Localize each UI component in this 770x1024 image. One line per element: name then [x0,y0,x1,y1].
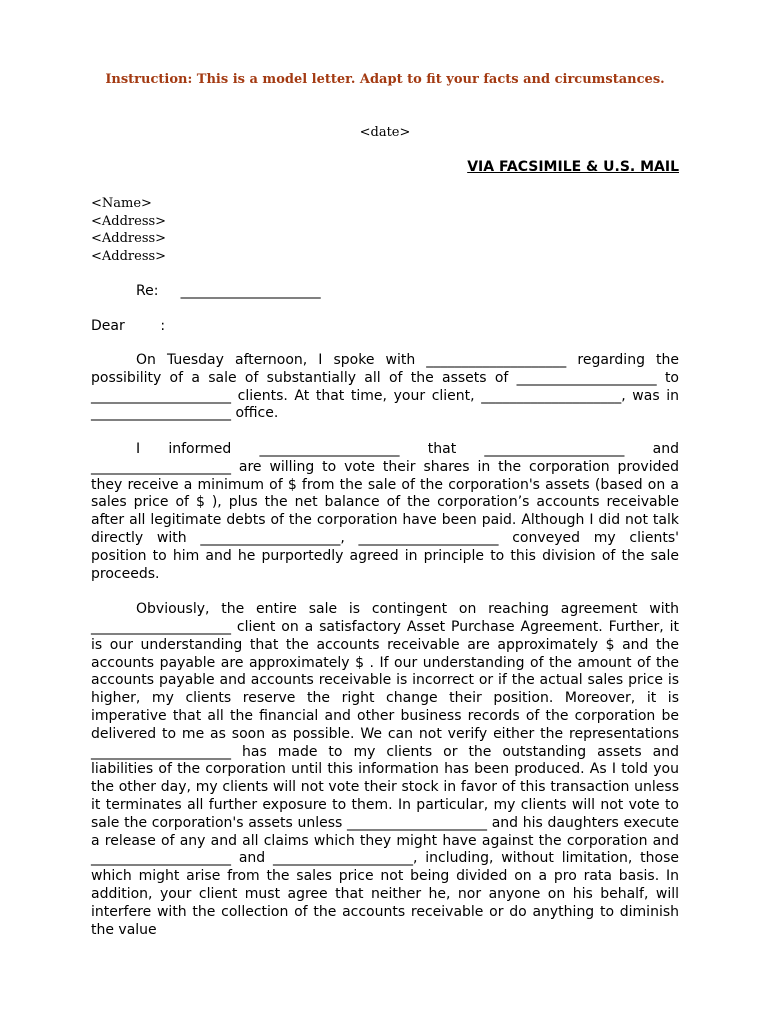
recipient-address-line: <Address> [91,248,167,264]
body-paragraph: Obviously, the entire sale is contingent on reaching agreement with ____________________ client on a satisfactory Asset Purchase Agreement. Further, it is our understanding that the accounts receivable are approximately $ and the accounts payable are approximately $ . If our understanding of the amount of the accounts payable and accounts receivable is incorrect or if the actual sales price is higher, my clients reserve the right change their position. Moreover, it is imperative that all the financial and other business records of the corporation be delivered to me as soon as possible. We can not verify either the representations ____________________ has made to my clients or the outstanding assets and liabilities of the corporation until this information has been produced. As I told you the other day, my clients will not vote their stock in favor of this transaction unless it terminates all further exposure to them. In particular, my clients will not vote to sale the corporation's assets unless ____________________ and his daughters execute a release of any and all claims which they might have against the corporation and ____________________ and ____________________, including, without limitation, those which might arise from the sales price not being divided on a pro rata basis. In addition, your client must agree that neither he, nor anyone on his behalf, will interfere with the collection of the accounts receivable or do anything to diminish the value [91,601,679,938]
delivery-method: VIA FACSIMILE & U.S. MAIL [467,159,679,175]
instruction-note: Instruction: This is a model letter. Adapt to fit your facts and circumstances. [105,72,665,87]
recipient-address-block [91,195,166,265]
letter-date: <date> [359,125,411,140]
recipient-address-line: <Address> [91,231,167,246]
recipient-address-line: <Address> [91,213,167,229]
recipient-name: <Name> [91,196,152,211]
body-paragraph: On Tuesday afternoon, I spoke with ____________________ regarding the possibility of a sale of substantially all of the assets of ____________________ to ____________________ clients. At that time, your client, ____________________, was in ____________________ office. [91,352,679,422]
letter-body [91,352,679,939]
subject-line: Re: ____________________ [136,283,321,299]
salutation: Dear : [91,318,166,334]
body-paragraph: I informed ____________________ that ____________________ and ____________________ are willing to vote their shares in the corporation provided they receive a minimum of $ from the sale of the corporation's assets (based on a sales price of $ ), plus the net balance of the corporation’s accounts receivable after all legitimate debts of the corporation have been paid. Although I did not talk directly with ____________________, ____________________ conveyed my clients' position to him and he purportedly agreed in principle to this division of the sale proceeds. [91,440,679,582]
